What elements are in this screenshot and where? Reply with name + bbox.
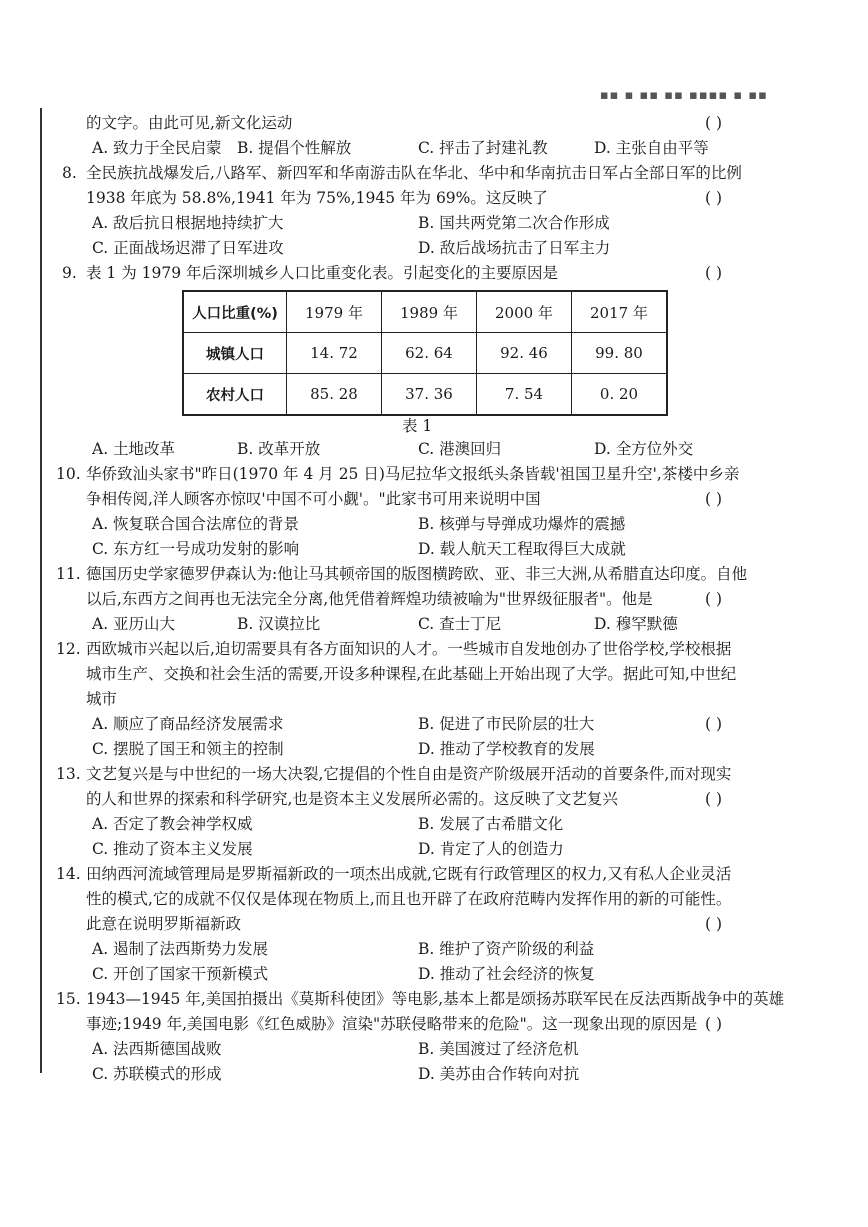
q8-answer-blank[interactable]: ( ) bbox=[705, 189, 723, 207]
q15-number: 15. bbox=[56, 990, 81, 1008]
q11-option-a[interactable]: A. 亚历山大 bbox=[92, 615, 176, 633]
table-cell: 城镇人口 bbox=[183, 333, 287, 374]
q9-answer-blank[interactable]: ( ) bbox=[705, 264, 723, 282]
q7-answer-blank[interactable]: ( ) bbox=[705, 114, 723, 132]
table-header-cell: 1989 年 bbox=[382, 291, 477, 333]
q14-stem-line2: 性的模式,它的成就不仅仅是体现在物质上,而且也开辟了在政府范畴内发挥作用的新的可能性。 bbox=[86, 890, 732, 908]
q8-stem-line1: 全民族抗战爆发后,八路军、新四军和华南游击队在华北、华中和华南抗击日军占全部日军的比例 bbox=[86, 164, 742, 182]
q11-option-d[interactable]: D. 穆罕默德 bbox=[594, 615, 678, 633]
q10-answer-blank[interactable]: ( ) bbox=[705, 490, 723, 508]
q12-option-d[interactable]: D. 推动了学校教育的发展 bbox=[418, 740, 595, 758]
table-row bbox=[183, 374, 667, 416]
q13-stem-line1: 文艺复兴是与中世纪的一场大决裂,它提倡的个性自由是资产阶级展开活动的首要条件,而对现实 bbox=[86, 765, 732, 783]
q8-stem-line2: 1938 年底为 58.8%,1941 年为 75%,1945 年为 69%。这反映了 bbox=[86, 189, 548, 207]
q12-stem-line2: 城市生产、交换和社会生活的需要,开设多种课程,在此基础上开始出现了大学。据此可知,中世纪 bbox=[86, 665, 737, 683]
q14-option-d[interactable]: D. 推动了社会经济的恢复 bbox=[418, 965, 595, 983]
table-cell: 0. 20 bbox=[572, 374, 668, 416]
table-header-cell: 1979 年 bbox=[287, 291, 382, 333]
q13-number: 13. bbox=[56, 765, 81, 783]
population-table bbox=[182, 290, 668, 416]
q14-option-c[interactable]: C. 开创了国家干预新模式 bbox=[92, 965, 269, 983]
q10-option-c[interactable]: C. 东方红一号成功发射的影响 bbox=[92, 540, 300, 558]
q7-stem: 的文字。由此可见,新文化运动 bbox=[86, 114, 293, 132]
q14-answer-blank[interactable]: ( ) bbox=[705, 915, 723, 933]
table-header-cell: 2000 年 bbox=[477, 291, 572, 333]
q11-number: 11. bbox=[56, 565, 81, 583]
q9-option-d[interactable]: D. 全方位外交 bbox=[594, 440, 694, 458]
table-cell: 92. 46 bbox=[477, 333, 572, 374]
q10-option-b[interactable]: B. 核弹与导弹成功爆炸的震撼 bbox=[418, 515, 626, 533]
q7-option-a[interactable]: A. 致力于全民启蒙 bbox=[92, 139, 222, 157]
q12-stem-line3: 城市 bbox=[86, 690, 118, 708]
q12-option-c[interactable]: C. 摆脱了国王和领主的控制 bbox=[92, 740, 284, 758]
table-caption: 表 1 bbox=[402, 417, 433, 435]
q11-stem-line2: 以后,东西方之间再也无法完全分离,他凭借着辉煌功绩被喻为"世界级征服者"。他是 bbox=[86, 590, 653, 608]
q14-option-b[interactable]: B. 维护了资产阶级的利益 bbox=[418, 940, 595, 958]
q15-option-c[interactable]: C. 苏联模式的形成 bbox=[92, 1065, 222, 1083]
q14-stem-line3: 此意在说明罗斯福新政 bbox=[86, 915, 242, 933]
q10-stem-line1: 华侨致汕头家书"昨日(1970 年 4 月 25 日)马尼拉华文报纸头条皆载'祖国卫星升空',茶楼中乡亲 bbox=[86, 465, 740, 483]
table-cell: 14. 72 bbox=[287, 333, 382, 374]
q14-stem-line1: 田纳西河流域管理局是罗斯福新政的一项杰出成就,它既有行政管理区的权力,又有私人企业灵活 bbox=[86, 865, 732, 883]
q13-option-c[interactable]: C. 推动了资本主义发展 bbox=[92, 840, 253, 858]
q13-option-b[interactable]: B. 发展了古希腊文化 bbox=[418, 815, 564, 833]
table-cell: 62. 64 bbox=[382, 333, 477, 374]
table-cell: 农村人口 bbox=[183, 374, 287, 416]
table-cell: 7. 54 bbox=[477, 374, 572, 416]
q7-option-b[interactable]: B. 提倡个性解放 bbox=[237, 139, 352, 157]
q8-option-a[interactable]: A. 敌后抗日根据地持续扩大 bbox=[92, 214, 284, 232]
q15-stem-line2: 事迹;1949 年,美国电影《红色威胁》渲染"苏联侵略带来的危险"。这一现象出现的原因是 bbox=[86, 1015, 698, 1033]
q15-answer-blank[interactable]: ( ) bbox=[705, 1015, 723, 1033]
q9-option-a[interactable]: A. 土地改革 bbox=[92, 440, 176, 458]
q12-option-b[interactable]: B. 促进了市民阶层的壮大 bbox=[418, 715, 595, 733]
table-header-row bbox=[183, 291, 667, 333]
q10-option-a[interactable]: A. 恢复联合国合法席位的背景 bbox=[92, 515, 300, 533]
q8-option-d[interactable]: D. 敌后战场抗击了日军主力 bbox=[418, 239, 611, 257]
table-header-cell: 人口比重(%) bbox=[183, 291, 287, 333]
table-row bbox=[183, 333, 667, 374]
q12-number: 12. bbox=[56, 640, 81, 658]
q8-number: 8. bbox=[62, 164, 77, 182]
q15-stem-line1: 1943—1945 年,美国拍摄出《莫斯科使团》等电影,基本上都是颂扬苏联军民在反法西斯战争中的英雄 bbox=[86, 990, 785, 1008]
q12-answer-blank[interactable]: ( ) bbox=[705, 715, 723, 733]
q9-number: 9. bbox=[62, 264, 77, 282]
q9-option-b[interactable]: B. 改革开放 bbox=[237, 440, 321, 458]
q8-option-c[interactable]: C. 正面战场迟滞了日军进攻 bbox=[92, 239, 284, 257]
table-header-cell: 2017 年 bbox=[572, 291, 668, 333]
q7-option-d[interactable]: D. 主张自由平等 bbox=[594, 139, 709, 157]
q15-option-d[interactable]: D. 美苏由合作转向对抗 bbox=[418, 1065, 580, 1083]
table-cell: 37. 36 bbox=[382, 374, 477, 416]
q14-number: 14. bbox=[56, 865, 81, 883]
q13-stem-line2: 的人和世界的探索和科学研究,也是资本主义发展所必需的。这反映了文艺复兴 bbox=[86, 790, 618, 808]
q12-stem-line1: 西欧城市兴起以后,迫切需要具有各方面知识的人才。一些城市自发地创办了世俗学校,学校根据 bbox=[86, 640, 732, 658]
q9-option-c[interactable]: C. 港澳回归 bbox=[418, 440, 502, 458]
q11-answer-blank[interactable]: ( ) bbox=[705, 590, 723, 608]
q7-option-c[interactable]: C. 抨击了封建礼教 bbox=[418, 139, 548, 157]
table-cell: 99. 80 bbox=[572, 333, 668, 374]
q11-option-b[interactable]: B. 汉谟拉比 bbox=[237, 615, 321, 633]
q8-option-b[interactable]: B. 国共两党第二次合作形成 bbox=[418, 214, 610, 232]
page-left-rule bbox=[40, 108, 42, 1073]
q10-stem-line2: 争相传阅,洋人顾客亦惊叹'中国不可小觑'。"此家书可用来说明中国 bbox=[86, 490, 541, 508]
q10-number: 10. bbox=[56, 465, 81, 483]
header-fragment: ▪▪ ▪ ▪▪ ▪▪ ▪▪▪▪ ▪ ▪▪ bbox=[599, 88, 768, 103]
q12-option-a[interactable]: A. 顺应了商品经济发展需求 bbox=[92, 715, 284, 733]
q15-option-b[interactable]: B. 美国渡过了经济危机 bbox=[418, 1040, 579, 1058]
q10-option-d[interactable]: D. 载人航天工程取得巨大成就 bbox=[418, 540, 626, 558]
q9-stem: 表 1 为 1979 年后深圳城乡人口比重变化表。引起变化的主要原因是 bbox=[86, 264, 559, 282]
table-cell: 85. 28 bbox=[287, 374, 382, 416]
q13-option-a[interactable]: A. 否定了教会神学权威 bbox=[92, 815, 253, 833]
q15-option-a[interactable]: A. 法西斯德国战败 bbox=[92, 1040, 222, 1058]
q13-option-d[interactable]: D. 肯定了人的创造力 bbox=[418, 840, 564, 858]
q14-option-a[interactable]: A. 遏制了法西斯势力发展 bbox=[92, 940, 269, 958]
q13-answer-blank[interactable]: ( ) bbox=[705, 790, 723, 808]
q11-option-c[interactable]: C. 查士丁尼 bbox=[418, 615, 502, 633]
q11-stem-line1: 德国历史学家德罗伊森认为:他让马其顿帝国的版图横跨欧、亚、非三大洲,从希腊直达印度。自他 bbox=[86, 565, 748, 583]
